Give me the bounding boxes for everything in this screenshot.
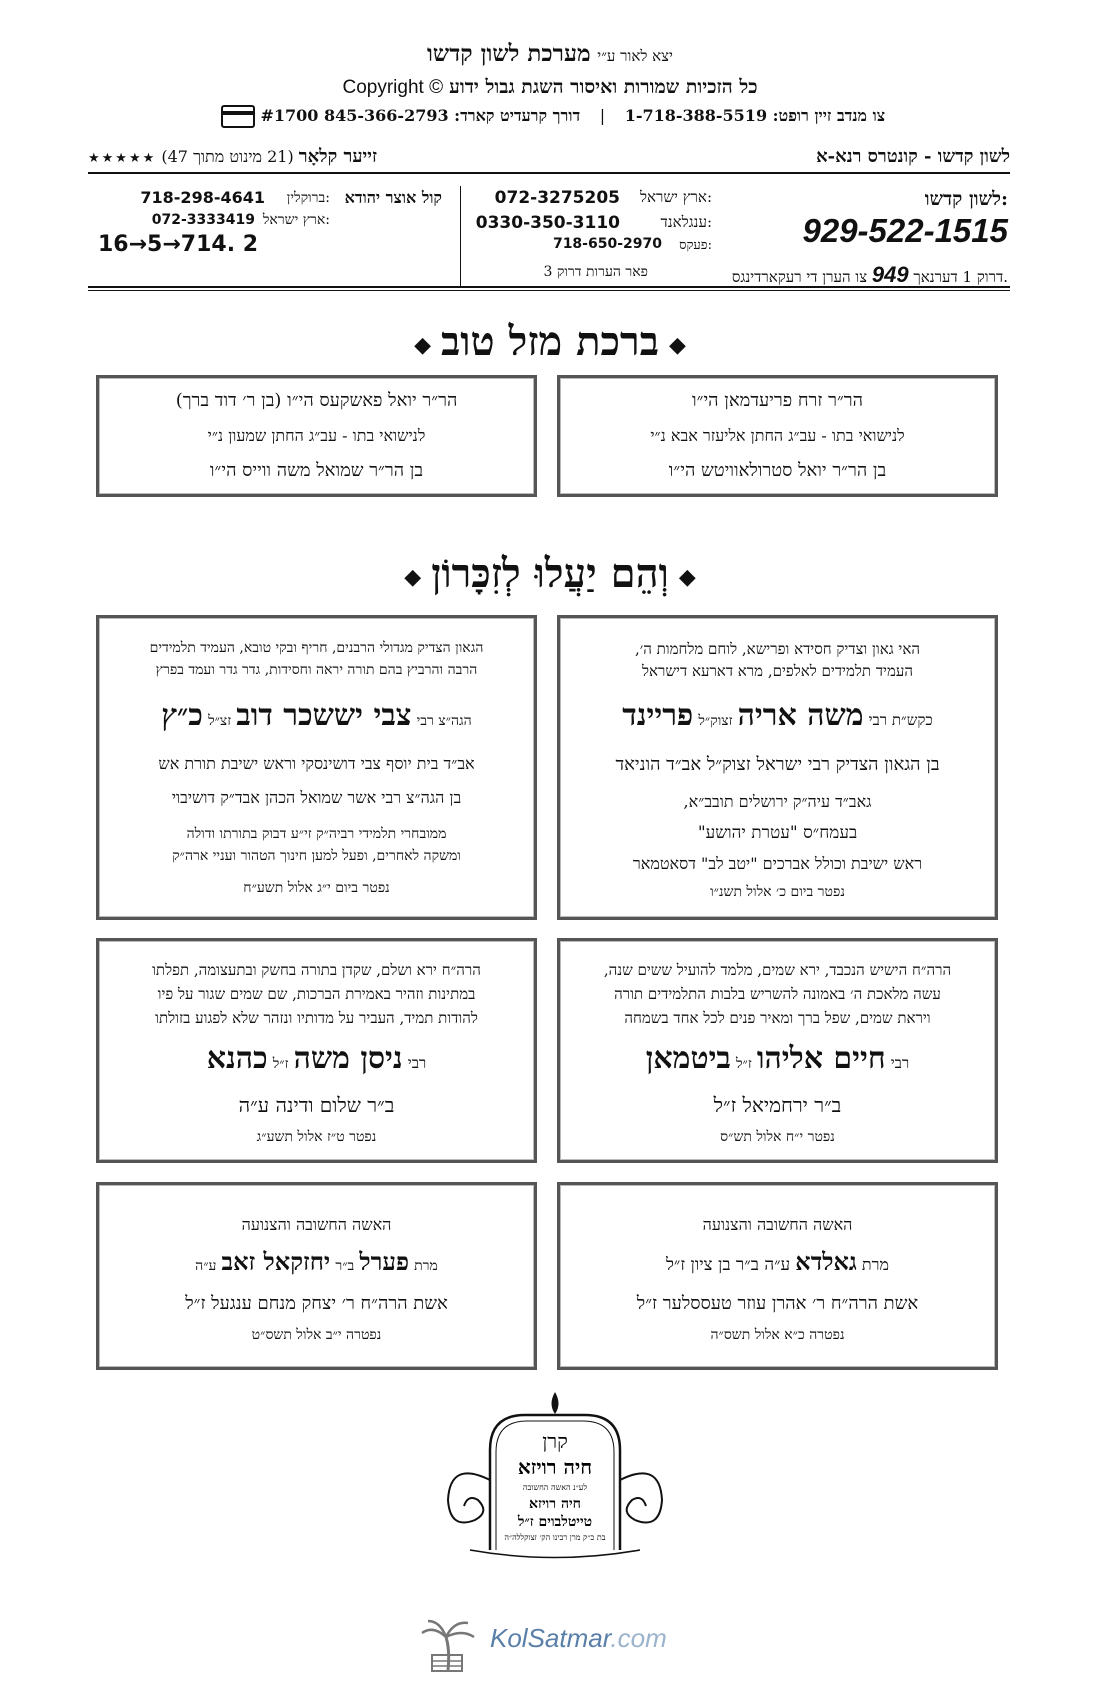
- card-line: הרה״ח ירא ושלם, שקדן בתורה בחשק ובתעצומה, תפלתו: [152, 961, 481, 979]
- svg-text:בת כ״ק מרן רבינו הק׳ זצוקללה״ה: בת כ״ק מרן רבינו הק׳ זצוקללה״ה: [504, 1533, 606, 1542]
- card-line: ומשקה לאחרים, ופעל למען חינוך הטהור ועניי ארה״ק: [172, 848, 461, 864]
- card-line: הר״ר זרח פריעדמאן הי״ו: [692, 390, 863, 411]
- fax-label: פעקס:: [679, 238, 712, 253]
- card-line: בן הגה״צ רבי אשר שמואל הכהן אבד״ק דושיבוי: [171, 788, 462, 807]
- mazel-tov-title: ◆ברכת מזל טוב◆: [414, 318, 686, 365]
- england-phone[interactable]: 0330-350-3110: [475, 213, 620, 233]
- memorial-card-kahana: [96, 938, 537, 1163]
- card-line: לנישואי בתו - עב״ג החתן שמעון נ״י: [207, 426, 426, 445]
- donate-phone[interactable]: צו מנדב זיין רופט: 1-718-388-5519: [624, 106, 886, 125]
- brooklyn-phone[interactable]: 718-298-4641: [140, 188, 265, 207]
- israel2-phone[interactable]: 072-3333419: [151, 212, 255, 228]
- publisher-prefix: יצא לאור ע״י: [597, 47, 673, 65]
- card-line: האשה החשובה והצנועה: [241, 1215, 392, 1234]
- card-line: לנישואי בתו - עב״ג החתן אליעזר אבא נ״י: [650, 426, 905, 445]
- reading-info: [88, 146, 377, 167]
- rating-stars: ★★★★★: [88, 151, 157, 166]
- reading-minutes: (21 מינוט מתוך 47): [161, 147, 294, 166]
- card-line: ב״ר ירחמיאל ז״ל: [713, 1093, 842, 1117]
- publisher-line: [0, 40, 1100, 67]
- copyright-text: Copyright ©: [342, 77, 444, 98]
- eretz-phone[interactable]: 072-3275205: [494, 188, 620, 208]
- card-name-line: רבי חיים אליהו ז״ל ביטמאן: [645, 1041, 910, 1076]
- kol-otzar-label: קול אוצר יהודא: [344, 188, 442, 207]
- issue-row: [88, 146, 1010, 168]
- card-name-line: רבי ניסן משה ז״ל כהנא: [206, 1041, 427, 1076]
- divider: [88, 286, 1010, 288]
- card-line: ראש ישיבת וכולל אברכים "יטב לב" דסאטמאר: [632, 854, 923, 873]
- memorial-card-katz: [96, 615, 537, 920]
- bullet-icon: ◆: [414, 332, 432, 358]
- divider: [88, 290, 1010, 291]
- card-line: בן הגאון הצדיק רבי ישראל זצוק״ל אב״ד הוניאד: [615, 754, 940, 775]
- card-line: במתינות וזהיר באמירת הברכות, שם שמים שגור על פיו: [157, 985, 476, 1003]
- card-line: בן הר״ר שמואל משה ווייס הי״ו: [209, 460, 424, 481]
- card-line: להודות תמיד, העביר על מדותיו ונזהר שלא לפגוע בזולתו: [155, 1009, 478, 1027]
- donate-credit-card[interactable]: דורך קרעדיט קארד: 845-366-2793 #1700: [260, 106, 581, 125]
- memorial-title: ◆וְהֵם יַעֲלוּ לְזִכָּרוֹן◆: [404, 550, 696, 597]
- svg-text:טייטלבוים ז״ל: טייטלבוים ז״ל: [517, 1514, 593, 1530]
- bullet-icon: ◆: [678, 564, 696, 590]
- israel2-label: ארץ ישראל:: [262, 212, 330, 228]
- card-line: אשת הרה״ח ר׳ יצחק מנחם ענגעל ז״ל: [185, 1293, 448, 1314]
- svg-text:חיה רויזא: חיה רויזא: [529, 1496, 581, 1512]
- dial-code: 16→5→714. 2: [98, 232, 259, 257]
- divider: [88, 172, 1010, 174]
- card-line: נפטר י״ח אלול תש״ס: [720, 1129, 835, 1145]
- card-line: אב״ד בית יוסף צבי דושינסקי וראש ישיבת תורת אש: [158, 754, 475, 773]
- mazel-tov-card: [557, 375, 998, 497]
- card-name-line: מרת פערל ב״ר יחזקאל זאב ע״ה: [195, 1247, 438, 1276]
- card-name-line: מרת גאלדא ע״ה ב״ר בן ציון ז״ל: [665, 1247, 889, 1276]
- mazel-tov-card: [96, 375, 537, 497]
- card-line: נפטרה כ״א אלול תשס״ה: [710, 1327, 845, 1343]
- rights-text: כל הזכיות שמורות ואיסור השגת גבול ידוע: [449, 76, 758, 98]
- print-instructions: דרוק 1 דערנאך 949 צו הערן די רעקארדינגס.: [731, 262, 1008, 287]
- card-line: נפטר ביום י״ג אלול תשע״ח: [243, 880, 390, 896]
- card-line: הרבה והרביץ בהם תורה יראה וחסידות, גדר גדר ועמד בפרץ: [155, 662, 478, 678]
- card-line: האי גאון וצדיק חסידא ופרישא, לוחם מלחמות ה׳,: [635, 640, 920, 658]
- memorial-card-engel: [96, 1182, 537, 1370]
- card-name-line: הגה״צ רבי צבי יששכר דוב זצ״ל כ״ץ: [161, 698, 472, 733]
- bullet-icon: ◆: [404, 564, 422, 590]
- card-line: העמיד תלמידים לאלפים, מרא דארעא דישראל: [642, 662, 913, 680]
- card-line: בן הר״ר יואל סטרולאוויטש הי״ו: [668, 460, 887, 481]
- issue-title: לשון קדשו - קונטרס רנא-א: [816, 146, 1010, 167]
- lashon-kodsho-phone[interactable]: 929-522-1515: [802, 212, 1008, 249]
- donation-line: [0, 105, 1100, 128]
- memorial-card-bitman: [557, 938, 998, 1163]
- card-line: הר״ר יואל פאשקעס הי״ו (בן ר׳ דוד ברך): [175, 390, 458, 411]
- fax-phone: 718-650-2970: [552, 236, 662, 252]
- bullet-icon: ◆: [668, 332, 686, 358]
- card-name-line: כקש״ת רבי משה אריה זצוק״ל פריינד: [622, 698, 933, 733]
- card-line: הגאון הצדיק מגדולי הרבנים, חריף ובקי טובא, העמיד תלמידים: [149, 640, 484, 656]
- svg-text:קרן: קרן: [542, 1429, 568, 1453]
- card-line: ויראת שמים, שפל ברך ומאיר פנים לכל אחד בשמחה: [624, 1009, 931, 1027]
- eretz-label: ארץ ישראל:: [640, 188, 712, 206]
- card-line: ממובחרי תלמידי רביה״ק זי״ע דבוק בתורתו ודולה: [186, 826, 447, 842]
- kolsatmar-link[interactable]: KolSatmar.com: [490, 1623, 667, 1653]
- contact-divider: [460, 186, 461, 286]
- card-line: נפטרה י״ב אלול תשס״ט: [251, 1327, 382, 1343]
- reader-label: זייער קלאָר: [298, 146, 377, 167]
- card-line: עשה מלאכת ה׳ באמונה להשריש בלבות התלמידים תורה: [614, 985, 941, 1003]
- publisher-name: מערכת לשון קדשו: [427, 40, 591, 67]
- memorial-card-freund: [557, 615, 998, 920]
- flame-icon: [552, 1392, 559, 1414]
- card-line: האשה החשובה והצנועה: [702, 1215, 853, 1234]
- card-line: גאב״ד עיה״ק ירושלים תובב״א,: [683, 792, 872, 811]
- keren-logo: [430, 1390, 680, 1570]
- brooklyn-label: ברוקלין:: [286, 190, 330, 206]
- card-line: הרה״ח הישיש הנכבד, ירא שמים, מלמד להועיל ששים שנה,: [603, 961, 952, 979]
- card-line: ב״ר שלום ודינה ע״ה: [238, 1093, 395, 1117]
- card-line: אשת הרה״ח ר׳ אהרן עוזר טעססלער ז״ל: [636, 1293, 919, 1314]
- card-line: בעמח״ס "עטרת יהושע": [697, 823, 858, 843]
- credit-card-icon: [221, 105, 255, 128]
- separator: |: [599, 106, 606, 125]
- palm-tree-icon: [418, 1615, 478, 1675]
- keren-logo-emblem: [430, 1390, 680, 1570]
- print-note-comments: פאר הערות דרוק 3: [543, 264, 648, 280]
- copyright-line: [0, 76, 1100, 99]
- svg-text:חיה רויזא: חיה רויזא: [517, 1455, 593, 1479]
- svg-text:לע״נ האשה החשובה: לע״נ האשה החשובה: [522, 1483, 588, 1492]
- england-label: ענגלאנד:: [660, 213, 712, 231]
- card-line: נפטר ט״ז אלול תשע״ג: [256, 1129, 377, 1145]
- memorial-card-tesler: [557, 1182, 998, 1370]
- card-line: נפטר ביום כ׳ אלול תשנ״ו: [710, 884, 845, 900]
- lashon-kodsho-label: לשון קדשו:: [924, 188, 1008, 210]
